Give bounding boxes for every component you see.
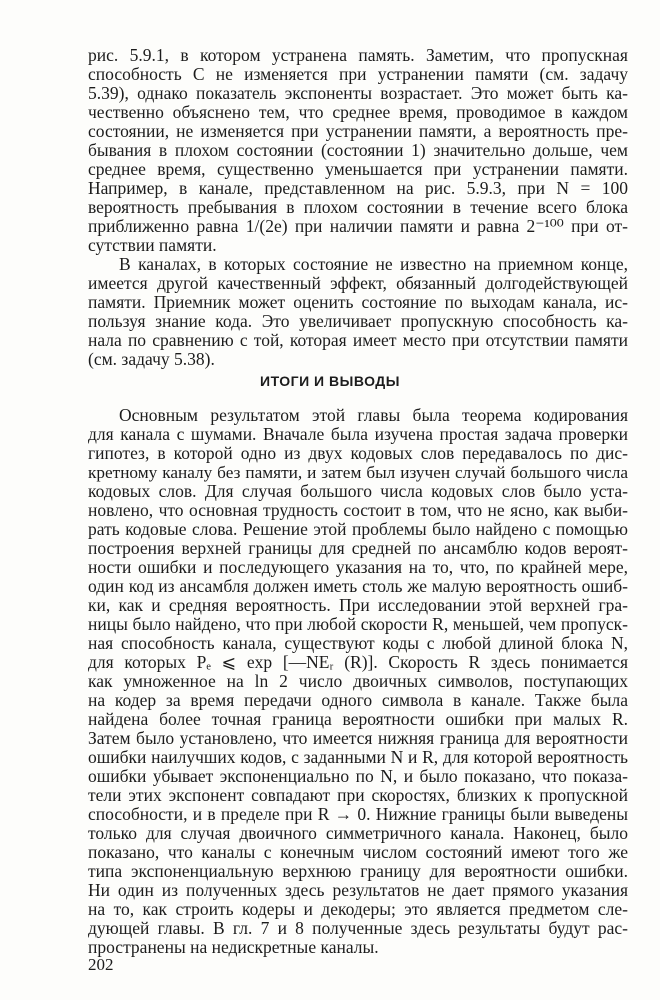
text-line: гипотез, в которой одно из двух кодовых слов передавалось по дис-	[88, 443, 628, 463]
text-line: (см. задачу 5.38).	[88, 349, 215, 369]
text-line: кодовых слов. Для случая большого числа кодовых слов было уста-	[88, 481, 628, 501]
text-line: только для случая двоичного симметричного канала. Наконец, было	[88, 823, 628, 843]
text-line: ная способность канала, существуют коды с любой длиной блока N,	[88, 633, 628, 653]
text-line: Ни один из полученных здесь результатов не дает прямого указания	[88, 880, 628, 900]
text-line: для канала с шумами. Вначале была изучена простая задача проверки	[88, 424, 628, 444]
text-line: один код из ансамбля должен иметь столь же малую вероятность ошиб-	[88, 576, 628, 596]
text-line: новлено, что основная трудность состоит в том, что не ясно, как выби-	[88, 500, 628, 520]
text-line: приближенно равна 1/(2e) при наличии памяти и равна 2⁻¹⁰⁰ при от-	[88, 216, 628, 236]
text-line: показано, что каналы с конечным числом состояний имеют того же	[88, 842, 628, 862]
text-line: 5.39), однако показатель экспоненты возрастает. Это может быть ка-	[88, 83, 628, 103]
text-line: ницы было найдено, что при любой скорости R, меньшей, чем пропуск-	[88, 614, 628, 634]
text-line: дующей главы. В гл. 7 и 8 полученные здесь результаты будут рас-	[88, 918, 628, 938]
text-line: рать кодовые слова. Решение этой проблемы было найдено с помощью	[88, 519, 628, 539]
text-line: ошибки наилучших кодов, с заданными N и R, для которой вероятность	[88, 747, 628, 767]
text-line: тели этих экспонент совпадают при скоростях, близких к пропускной	[88, 785, 628, 805]
text-line: построения верхней границы для средней по ансамблю кодов вероят-	[88, 538, 628, 558]
text-line: чественно объяснено тем, что среднее время, проводимое в каждом	[88, 102, 628, 122]
text-line: на то, как строить кодеры и декодеры; это является предметом сле-	[88, 899, 628, 919]
text-line: как умноженное на ln 2 число двоичных символов, поступающих	[88, 671, 628, 691]
text-line: Например, в канале, представленном на рис. 5.9.3, при N = 100	[88, 178, 628, 198]
text-line: В каналах, в которых состояние не известно на приемном конце,	[119, 254, 628, 274]
text-line: кретному каналу без памяти, и затем был изучен случай большого числа	[88, 463, 628, 482]
section-heading: ИТОГИ И ВЫВОДЫ	[260, 373, 400, 389]
text-line: вероятность пребывания в плохом состоянии в течение всего блока	[88, 197, 628, 217]
text-line: ошибки убывает экспоненциально по N, и было показано, что показа-	[88, 766, 628, 786]
text-line: ки, как и средняя вероятность. При исследовании этой верхней гра-	[88, 595, 628, 615]
text-line: пространены на недискретные каналы.	[88, 937, 379, 957]
text-line: Основным результатом этой главы была теорема кодирования	[119, 405, 628, 425]
text-line: Затем было установлено, что имеется нижняя граница для вероятности	[88, 728, 628, 748]
page-number: 202	[88, 955, 114, 974]
text-line: типа экспоненциальную верхнюю границу для вероятности ошибки.	[88, 861, 628, 881]
text-line: рис. 5.9.1, в котором устранена память. Заметим, что пропускная	[88, 45, 628, 65]
text-line: ности ошибки и последующего указания на то, что, по крайней мере,	[88, 557, 628, 577]
text-line: способности, и в пределе при R → 0. Нижние границы были выведены	[88, 804, 628, 824]
text-line: для которых Pₑ ⩽ exp [—NEᵣ (R)]. Скорость R здесь понимается	[88, 652, 628, 672]
text-line: бывания в плохом состоянии (состоянии 1) значительно дольше, чем	[88, 140, 628, 160]
text-line: нала по сравнению с той, которая имеет место при отсутствии памяти	[88, 330, 628, 350]
text-line: сутствии памяти.	[88, 235, 217, 255]
text-line: памяти. Приемник может оценить состояние по выходам канала, ис-	[88, 292, 628, 312]
text-line: пользуя знание кода. Это увеличивает пропускную способность ка-	[88, 311, 628, 331]
text-line: имеется другой качественный эффект, обязанный долгодействующей	[88, 273, 628, 293]
text-line: способность C не изменяется при устранении памяти (см. задачу	[88, 64, 628, 84]
text-line: найдена более точная граница вероятности ошибки при малых R.	[88, 709, 628, 729]
text-line: на кодер за время передачи одного символа в канале. Также была	[88, 690, 628, 710]
text-line: среднее время, существенно уменьшается при устранении памяти.	[88, 159, 628, 179]
text-line: состоянии, не изменяется при устранении памяти, а вероятность пре-	[88, 121, 628, 141]
